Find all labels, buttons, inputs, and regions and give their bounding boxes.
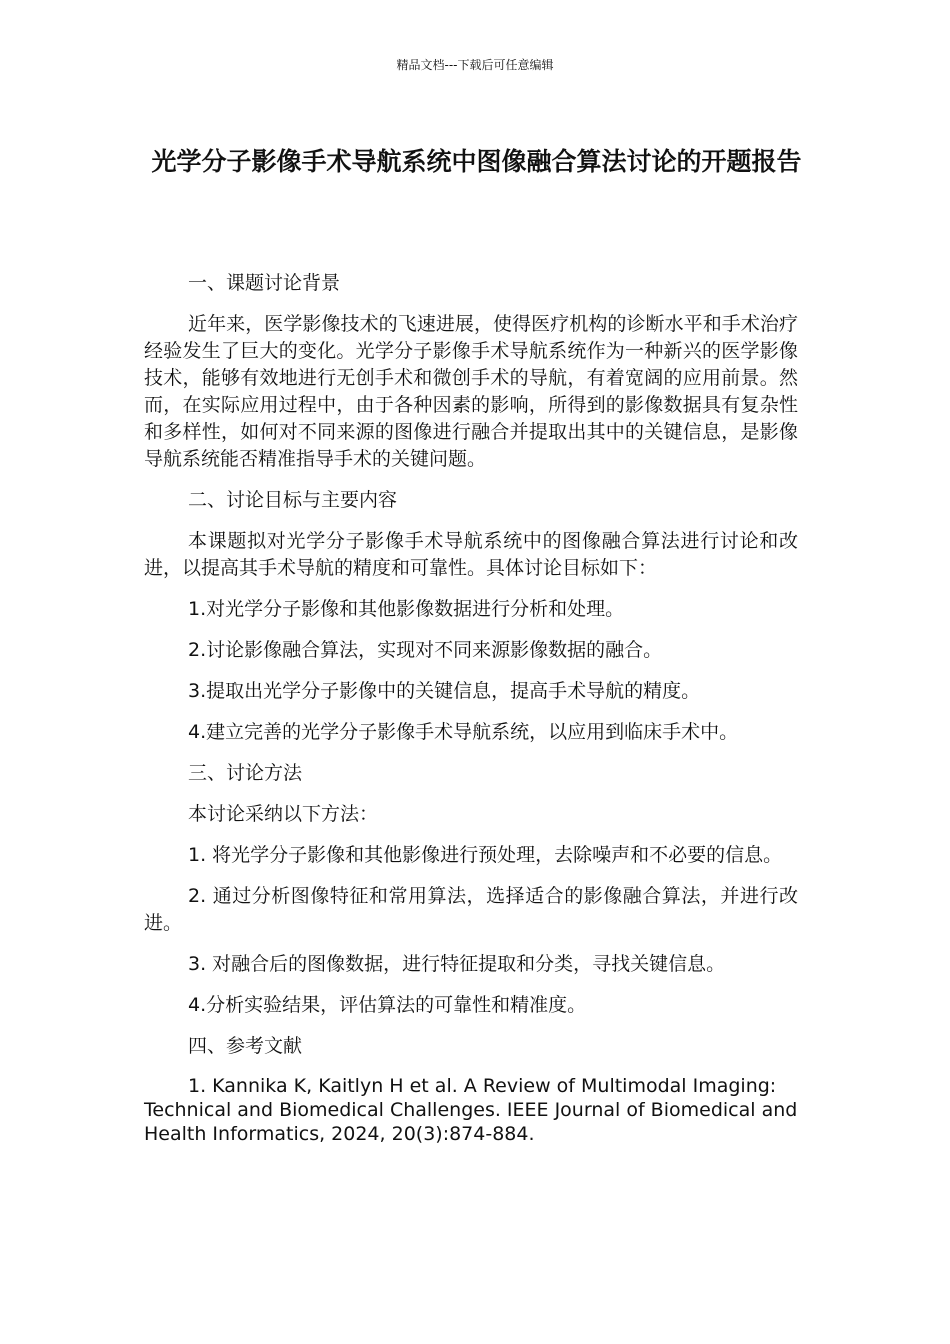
goal-item: 3.提取出光学分子影像中的关键信息，提高手术导航的精度。: [188, 680, 701, 702]
goal-item: 2.讨论影像融合算法，实现对不同来源影像数据的融合。: [188, 639, 663, 661]
section-heading-references: 四、参考文献: [188, 1035, 303, 1057]
section-heading-methods: 三、讨论方法: [188, 762, 303, 784]
method-item: 3. 对融合后的图像数据，进行特征提取和分类，寻找关键信息。: [188, 953, 726, 975]
reference-item: 1. Kannika K, Kaitlyn H et al. A Review of Multimodal Imaging: Technical and Biomedical Challenges. IEEE Journal of Biomedical and Health Informatics, 2024, 20(3):874-884.: [144, 1075, 798, 1145]
goal-item: 1.对光学分子影像和其他影像数据进行分析和处理。: [188, 598, 625, 620]
document-body: [144, 270, 798, 1160]
document-title: 光学分子影像手术导航系统中图像融合算法讨论的开题报告: [151, 147, 802, 176]
paragraph-background: 近年来，医学影像技术的飞速进展，使得医疗机构的诊断水平和手术治疗经验发生了巨大的变化。光学分子影像手术导航系统作为一种新兴的医学影像技术，能够有效地进行无创手术和微创手术的导航，有着宽阔的应用前景。然而，在实际应用过程中，由于各种因素的影响，所得到的影像数据具有复杂性和多样性，如何对不同来源的图像进行融合并提取出其中的关键信息，是影像导航系统能否精准指导手术的关键问题。: [144, 313, 798, 470]
paragraph-goals-intro: 本课题拟对光学分子影像手术导航系统中的图像融合算法进行讨论和改进，以提高其手术导航的精度和可靠性。具体讨论目标如下：: [144, 530, 798, 579]
method-item: 2. 通过分析图像特征和常用算法，选择适合的影像融合算法，并进行改进。: [144, 885, 798, 934]
method-item: 1. 将光学分子影像和其他影像进行预处理，去除噪声和不必要的信息。: [188, 844, 783, 866]
section-heading-goals: 二、讨论目标与主要内容: [188, 489, 398, 511]
paragraph-methods-intro: 本讨论采纳以下方法：: [188, 803, 379, 825]
method-item: 4.分析实验结果，评估算法的可靠性和精准度。: [188, 994, 587, 1016]
goal-item: 4.建立完善的光学分子影像手术导航系统，以应用到临床手术中。: [188, 721, 739, 743]
section-heading-background: 一、课题讨论背景: [188, 272, 341, 294]
page-header: 精品文档---下载后可任意编辑: [396, 58, 554, 72]
